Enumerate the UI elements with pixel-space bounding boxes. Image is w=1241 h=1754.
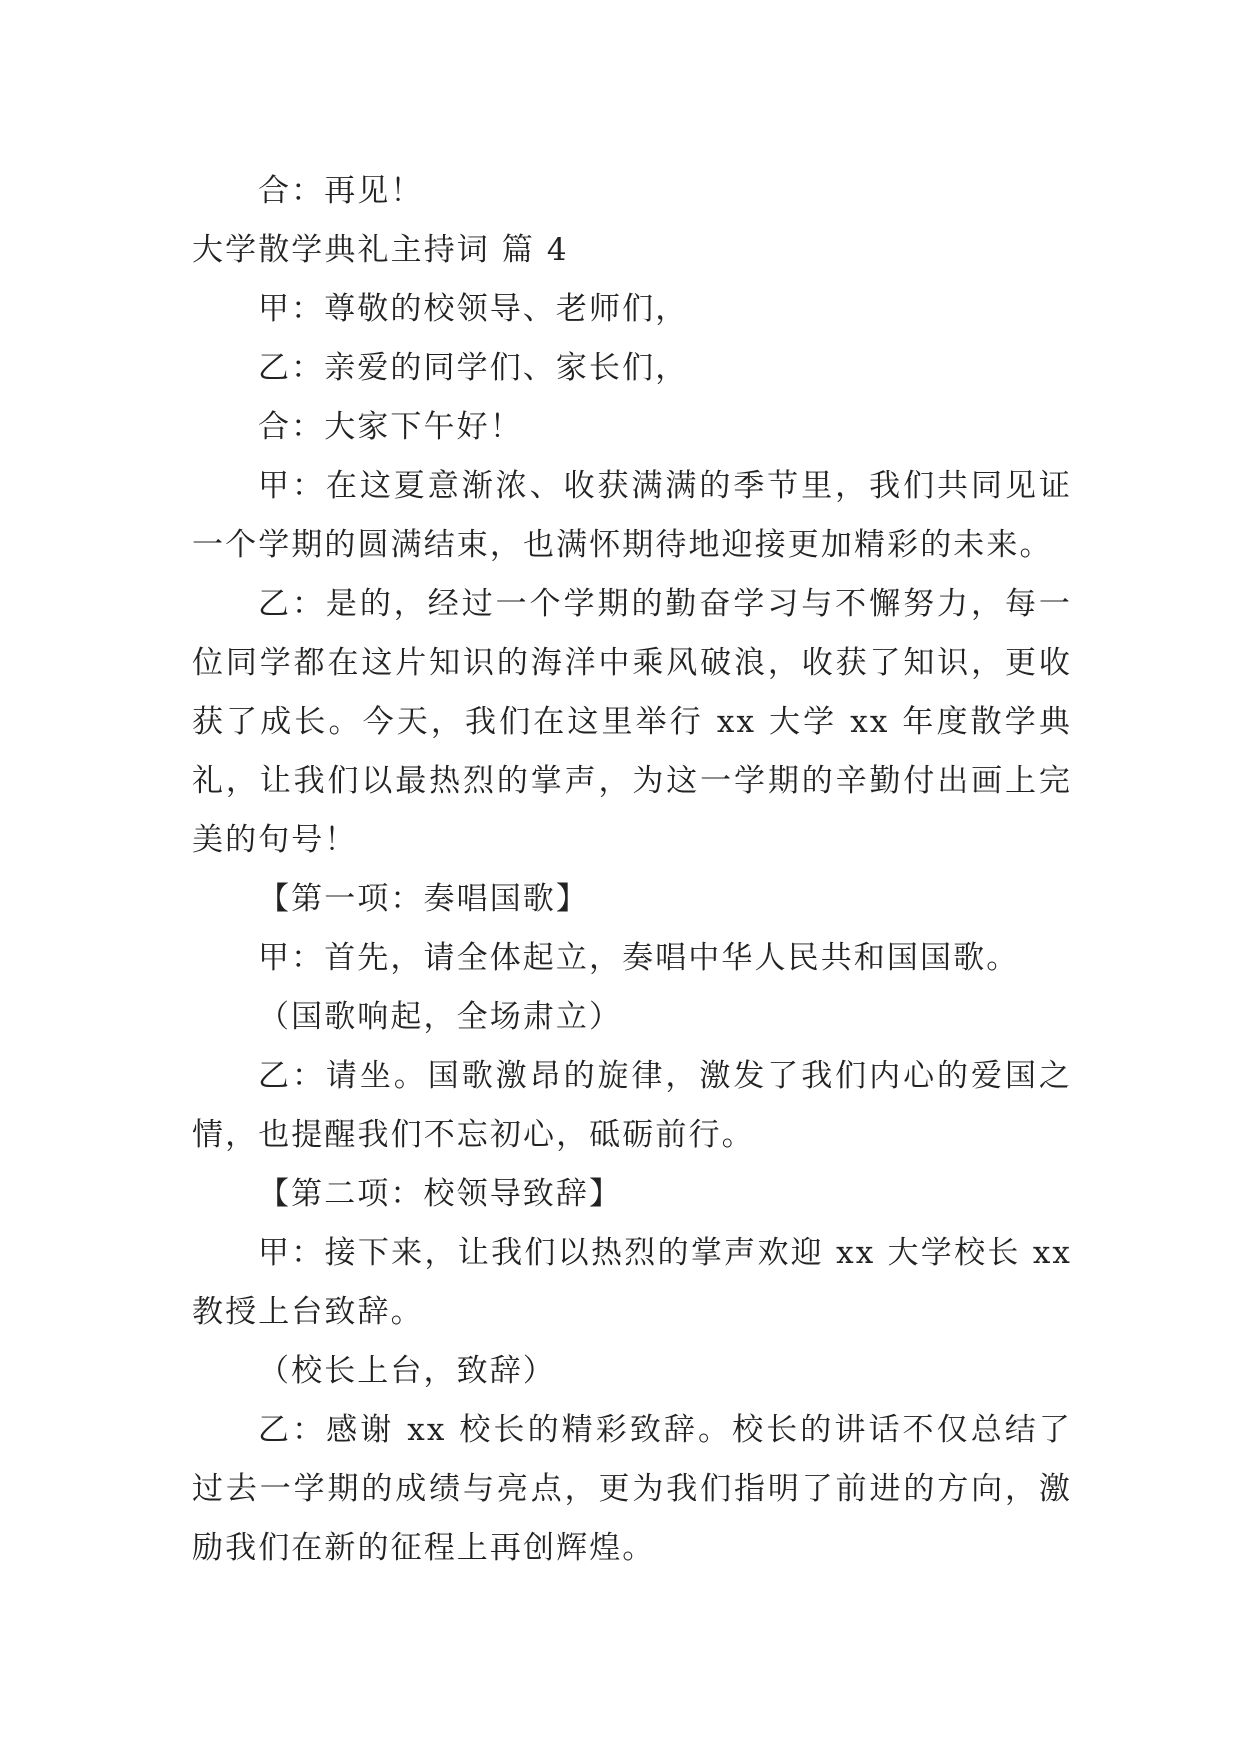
section-heading: 大学散学典礼主持词 篇 4 — [192, 232, 569, 268]
stage-direction-speech: （校长上台，致辞） — [258, 1353, 556, 1389]
item-heading-speech: 【第二项：校领导致辞】 — [258, 1176, 623, 1212]
paragraph-greeting-a: 甲：尊敬的校领导、老师们， — [258, 291, 689, 327]
document-body — [192, 162, 1072, 1578]
paragraph-closing-farewell: 合：再见！ — [258, 173, 424, 209]
paragraph-opening-a: 甲：在这夏意渐浓、收获满满的季节里，我们共同见证一个学期的圆满结束，也满怀期待地迎接更加精彩的未来。 — [192, 468, 1072, 563]
paragraph-anthem-a: 甲：首先，请全体起立，奏唱中华人民共和国国歌。 — [258, 940, 1020, 976]
paragraph-greeting-together: 合：大家下午好！ — [258, 409, 523, 445]
item-heading-anthem: 【第一项：奏唱国歌】 — [258, 881, 589, 917]
paragraph-anthem-b: 乙：请坐。国歌激昂的旋律，激发了我们内心的爱国之情，也提醒我们不忘初心，砥砺前行。 — [192, 1058, 1072, 1153]
paragraph-speech-a: 甲：接下来，让我们以热烈的掌声欢迎 xx 大学校长 xx 教授上台致辞。 — [192, 1235, 1072, 1330]
stage-direction-anthem: （国歌响起，全场肃立） — [258, 999, 623, 1035]
paragraph-speech-b: 乙：感谢 xx 校长的精彩致辞。校长的讲话不仅总结了过去一学期的成绩与亮点，更为我们指明了前进的方向，激励我们在新的征程上再创辉煌。 — [192, 1412, 1072, 1566]
paragraph-greeting-b: 乙：亲爱的同学们、家长们， — [258, 350, 689, 386]
paragraph-opening-b: 乙：是的，经过一个学期的勤奋学习与不懈努力，每一位同学都在这片知识的海洋中乘风破浪，收获了知识，更收获了成长。今天，我们在这里举行 xx 大学 xx 年度散学典礼，让我们以最热烈的掌声，为这一学期的辛勤付出画上完美的句号！ — [192, 586, 1072, 858]
